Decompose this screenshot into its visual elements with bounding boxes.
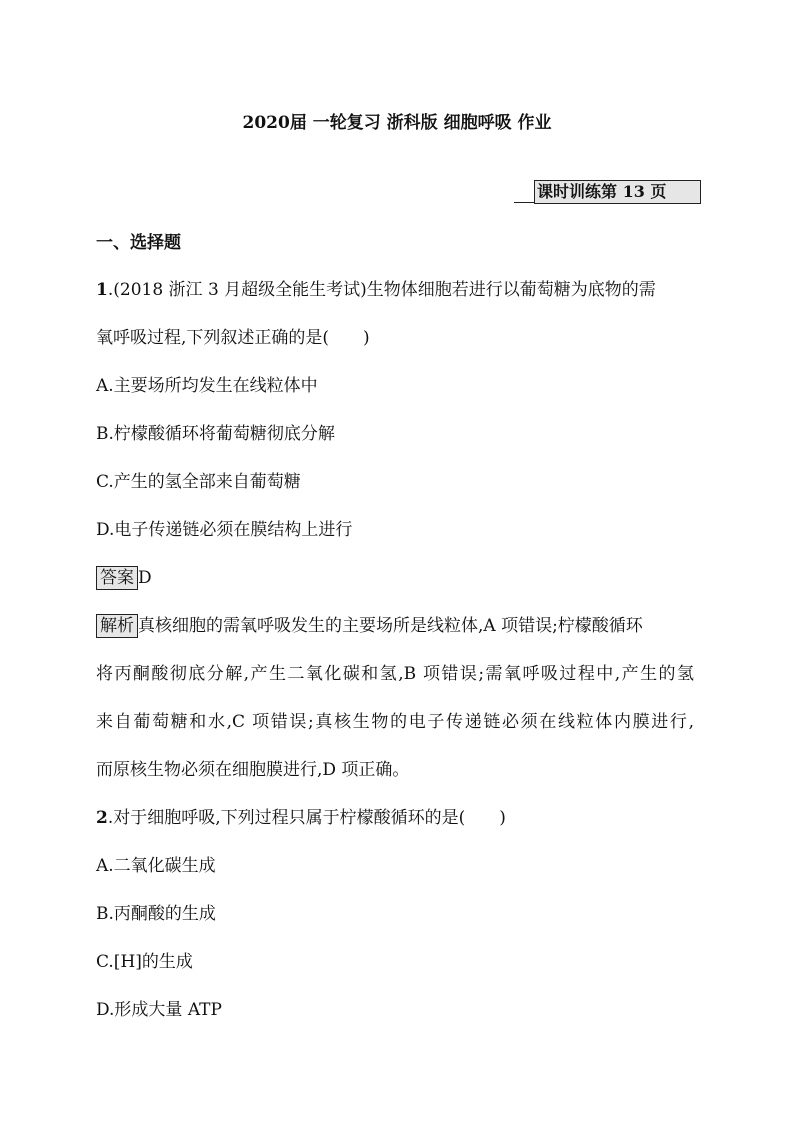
lesson-badge (514, 180, 701, 204)
q1-analysis-text1: 真核细胞的需氧呼吸发生的主要场所是线粒体,A 项错误;柠檬酸循环 (138, 616, 643, 636)
q1-answer-value: D (138, 568, 152, 588)
answer-tag: 答案 (96, 566, 138, 590)
q2-stem-text: .对于细胞呼吸,下列过程只属于柠檬酸循环的是( ) (107, 808, 506, 828)
q1-option-d: D.电子传递链必须在膜结构上进行 (96, 520, 353, 540)
page-title: 2020届 一轮复习 浙科版 细胞呼吸 作业 (242, 113, 552, 133)
q2-option-c: C.[H]的生成 (96, 952, 193, 972)
badge-underline (514, 202, 534, 203)
q1-stem-line1 (96, 278, 656, 302)
q2-stem (96, 806, 506, 830)
q1-analysis-line1 (96, 614, 643, 638)
section-heading: 一、选择题 (96, 233, 181, 253)
q2-option-a: A.二氧化碳生成 (96, 856, 216, 876)
q1-option-a: A.主要场所均发生在线粒体中 (96, 376, 318, 396)
q1-stem-text: .(2018 浙江 3 月超级全能生考试)生物体细胞若进行以葡萄糖为底物的需 (107, 280, 656, 300)
q1-analysis-line2: 将丙酮酸彻底分解,产生二氧化碳和氢,B 项错误;需氧呼吸过程中,产生的氢 (96, 664, 694, 684)
q1-number: 1 (96, 280, 108, 300)
training-label: 课时训练第 13 页 (534, 180, 701, 204)
q1-analysis-line4: 而原核生物必须在细胞膜进行,D 项正确。 (96, 760, 410, 780)
q1-answer-row (96, 566, 152, 590)
q1-stem-line2: 氧呼吸过程,下列叙述正确的是( ) (96, 328, 370, 348)
q2-option-b: B.丙酮酸的生成 (96, 904, 216, 924)
q1-analysis-line3: 来自葡萄糖和水,C 项错误;真核生物的电子传递链必须在线粒体内膜进行, (96, 712, 694, 732)
q2-number: 2 (96, 808, 108, 828)
q2-option-d: D.形成大量 ATP (96, 1000, 222, 1020)
q1-option-c: C.产生的氢全部来自葡萄糖 (96, 472, 301, 492)
analysis-tag: 解析 (96, 614, 138, 638)
q1-option-b: B.柠檬酸循环将葡萄糖彻底分解 (96, 424, 335, 444)
